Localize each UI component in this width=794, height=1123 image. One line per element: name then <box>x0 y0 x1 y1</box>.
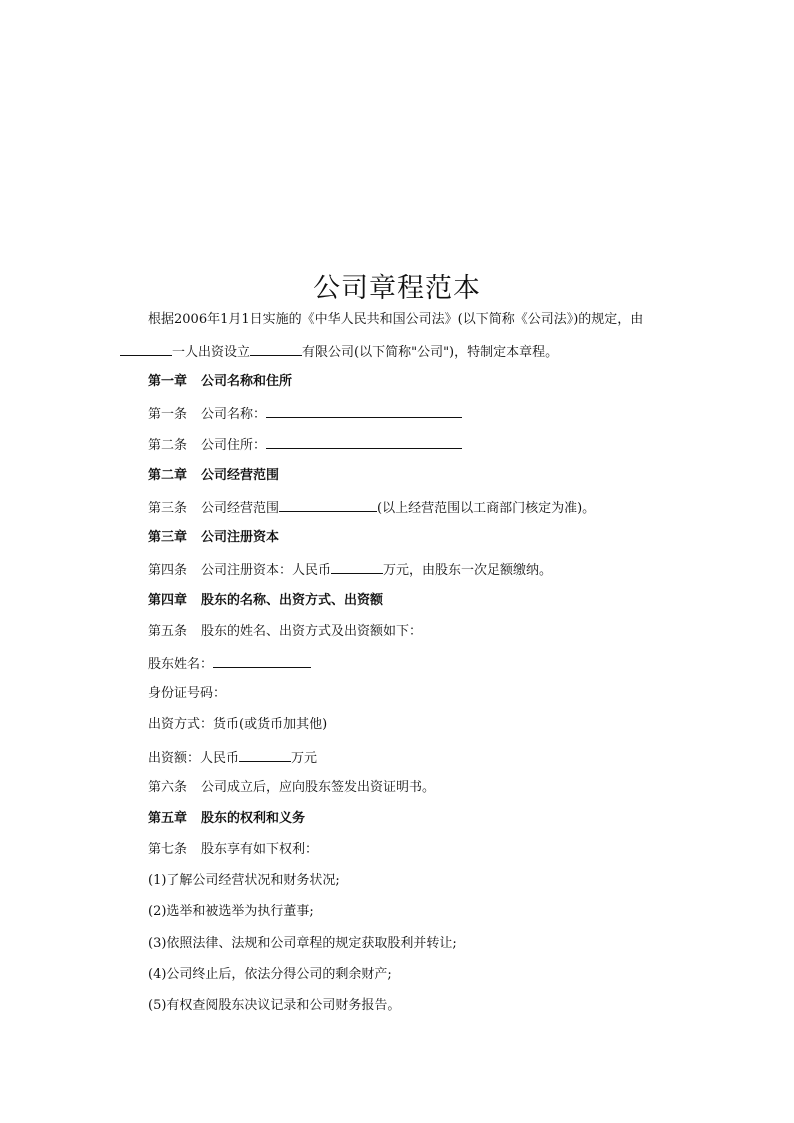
chapter-label: 第四章 <box>148 593 188 608</box>
article-text: 公司注册资本：人民币 <box>201 563 332 578</box>
blank-field <box>239 747 291 762</box>
unit-text: 万元 <box>291 751 318 766</box>
article-2 <box>148 434 462 454</box>
right-item: (3)依照法律、法规和公司章程的规定获取股利并转让; <box>148 936 457 951</box>
chapter-label: 第五章 <box>148 811 188 826</box>
article-4 <box>148 559 552 579</box>
contribution-amount-line <box>148 747 317 767</box>
article-7 <box>148 840 318 860</box>
article-1 <box>148 403 462 423</box>
chapter-label: 第一章 <box>148 374 188 389</box>
article-label: 第一条 <box>148 407 188 422</box>
right-item: (5)有权查阅股东决议记录和公司财务报告。 <box>148 998 401 1013</box>
article-text: 股东享有如下权利： <box>201 842 319 857</box>
chapter-title: 股东的权利和义务 <box>201 811 306 826</box>
blank-field <box>213 653 311 668</box>
blank-field <box>266 434 462 449</box>
article-label: 第六条 <box>148 780 188 795</box>
blank-field <box>120 341 172 356</box>
article-text: 万元，由股东一次足额缴纳。 <box>383 563 553 578</box>
blank-field <box>250 341 302 356</box>
article-label: 第五条 <box>148 624 188 639</box>
chapter-title: 股东的名称、出资方式、出资额 <box>201 593 384 608</box>
intro-line-1: 根据2006年1月1日实施的《中华人民共和国公司法》(以下简称《公司法》)的规定，由 <box>148 312 644 327</box>
article-5 <box>148 622 422 642</box>
id-number-line: 身份证号码： <box>148 686 227 701</box>
field-label: 出资额：人民币 <box>148 751 240 766</box>
article-6 <box>148 778 435 798</box>
right-item: (1)了解公司经营状况和财务状况; <box>148 873 340 888</box>
document-title: 公司章程范本 <box>313 273 481 304</box>
chapter-1-heading <box>148 372 292 392</box>
article-text: 股东的姓名、出资方式及出资额如下： <box>201 624 423 639</box>
chapter-2-heading <box>148 466 279 486</box>
chapter-3-heading <box>148 528 279 548</box>
chapter-title: 公司经营范围 <box>201 468 280 483</box>
field-label: 股东姓名： <box>148 657 214 672</box>
blank-field <box>266 403 462 418</box>
chapter-label: 第三章 <box>148 530 188 545</box>
chapter-title: 公司注册资本 <box>201 530 280 545</box>
text: 有限公司(以下简称"公司")，特制定本章程。 <box>302 345 559 360</box>
blank-field <box>331 559 383 574</box>
article-label: 第三条 <box>148 501 188 516</box>
text: 一人出资设立 <box>172 345 251 360</box>
right-item: (4)公司终止后，依法分得公司的剩余财产; <box>148 967 392 982</box>
chapter-4-heading <box>148 591 383 611</box>
blank-field <box>279 497 377 512</box>
chapter-label: 第二章 <box>148 468 188 483</box>
article-text: 公司名称： <box>201 407 267 422</box>
article-3 <box>148 497 595 517</box>
intro-line-2 <box>120 341 558 361</box>
article-label: 第七条 <box>148 842 188 857</box>
article-text: (以上经营范围以工商部门核定为准)。 <box>377 501 596 516</box>
article-label: 第四条 <box>148 563 188 578</box>
article-text: 公司经营范围 <box>201 501 280 516</box>
article-text: 公司成立后，应向股东签发出资证明书。 <box>201 780 436 795</box>
article-text: 公司住所： <box>201 438 267 453</box>
chapter-5-heading <box>148 809 305 829</box>
right-item: (2)选举和被选举为执行董事; <box>148 904 314 919</box>
chapter-title: 公司名称和住所 <box>201 374 293 389</box>
shareholder-name-line <box>148 653 311 673</box>
contribution-method-line: 出资方式：货币(或货币加其他) <box>148 717 328 732</box>
article-label: 第二条 <box>148 438 188 453</box>
